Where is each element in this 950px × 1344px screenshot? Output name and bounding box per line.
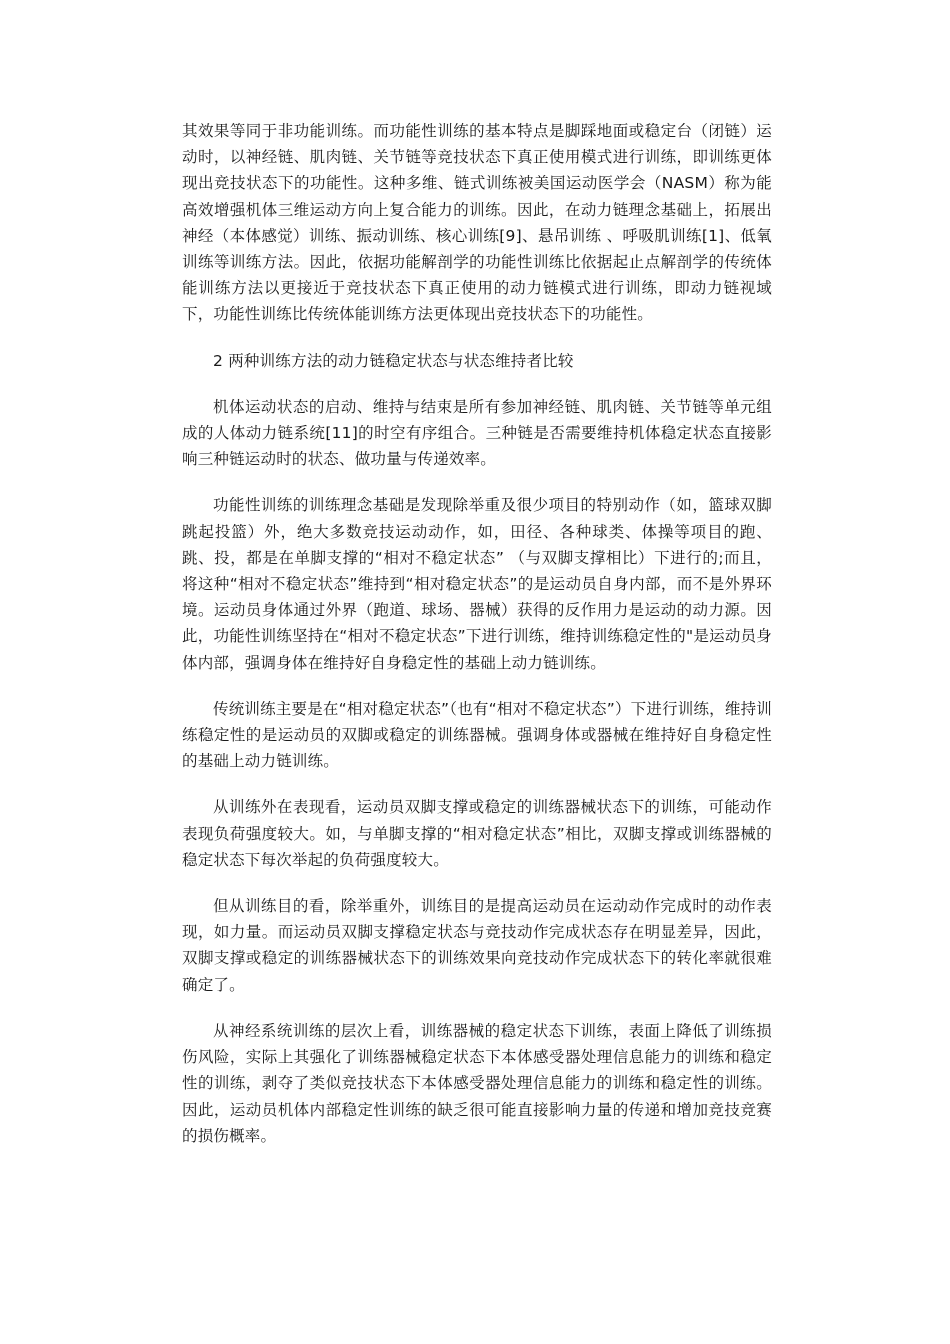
paragraph-gap xyxy=(182,472,772,492)
document-page xyxy=(182,118,772,1149)
paragraph: 传统训练主要是在“相对稳定状态”（也有“相对不稳定状态”）下进行训练，维持训练稳定性的是运动员的双脚或稳定的训练器械。强调身体或器械在维持好自身稳定性的基础上动力链训练。 xyxy=(182,699,772,771)
paragraph-gap xyxy=(182,374,772,394)
paragraph: 从神经系统训练的层次上看，训练器械的稳定状态下训练，表面上降低了训练损伤风险，实际上其强化了训练器械稳定状态下本体感受器处理信息能力的训练和稳定性的训练，剥夺了类似竞技状态下本体感受器处理信息能力的训练和稳定性的训练。因此，运动员机体内部稳定性训练的缺乏很可能直接影响力量的传递和增加竞技竞赛的损伤概率。 xyxy=(182,1021,772,1145)
section-heading: 2 两种训练方法的动力链稳定状态与状态维持者比较 xyxy=(213,351,574,370)
paragraph: 功能性训练的训练理念基础是发现除举重及很少项目的特别动作（如，篮球双脚跳起投篮）外，绝大多数竞技运动动作，如，田径、各种球类、体操等项目的跑、跳、投，都是在单脚支撑的“相对不稳定状态” （与双脚支撑相比）下进行的;而且，将这种“相对不稳定状态”维持到“相对稳定状态”的是运动员自身内部，而不是外界环境。运动员身体通过外界（跑道、球场、器械）获得的反作用力是运动的动力源。因此，功能性训练坚持在“相对不稳定状态”下进行训练，维持训练稳定性的"是运动员身体内部，强调身体在维持好自身稳定性的基础上动力链训练。 xyxy=(182,496,772,672)
paragraph-gap xyxy=(182,328,772,348)
paragraph: 但从训练目的看，除举重外，训练目的是提高运动员在运动动作完成时的动作表现，如力量。而运动员双脚支撑稳定状态与竞技动作完成状态存在明显差异，因此，双脚支撑或稳定的训练器械状态下的训练效果向竞技动作完成状态下的转化率就很难确定了。 xyxy=(182,897,772,994)
paragraph: 从训练外在表现看，运动员双脚支撑或稳定的训练器械状态下的训练，可能动作表现负荷强度较大。如，与单脚支撑的“相对稳定状态”相比，双脚支撑或训练器械的稳定状态下每次举起的负荷强度较大。 xyxy=(182,798,772,869)
paragraph-continuation: 其效果等同于非功能训练。而功能性训练的基本特点是脚踩地面或稳定台（闭链）运动时，以神经链、肌肉链、关节链等竞技状态下真正使用模式进行训练，即训练更体现出竞技状态下的功能性。这种多维、链式训练被美国运动医学会（NASM）称为能高效增强机体三维运动方向上复合能力的训练。因此，在动力链理念基础上，拓展出神经（本体感觉）训练、振动训练、核心训练[9]、悬吊训练 、呼吸肌训练[1]、低氧训练等训练方法。因此，依据功能解剖学的功能性训练比依据起止点解剖学的传统体能训练方法以更接近于竞技状态下真正使用的动力链模式进行训练，即动力链视域下，功能性训练比传统体能训练方法更体现出竞技状态下的功能性。 xyxy=(182,122,772,324)
paragraph-gap xyxy=(182,774,772,794)
paragraph-gap xyxy=(182,998,772,1018)
paragraph-gap xyxy=(182,676,772,696)
paragraph-gap xyxy=(182,873,772,893)
paragraph: 机体运动状态的启动、维持与结束是所有参加神经链、肌肉链、关节链等单元组成的人体动力链系统[11]的时空有序组合。三种链是否需要维持机体稳定状态直接影响三种链运动时的状态、做功量与传递效率。 xyxy=(182,397,772,469)
